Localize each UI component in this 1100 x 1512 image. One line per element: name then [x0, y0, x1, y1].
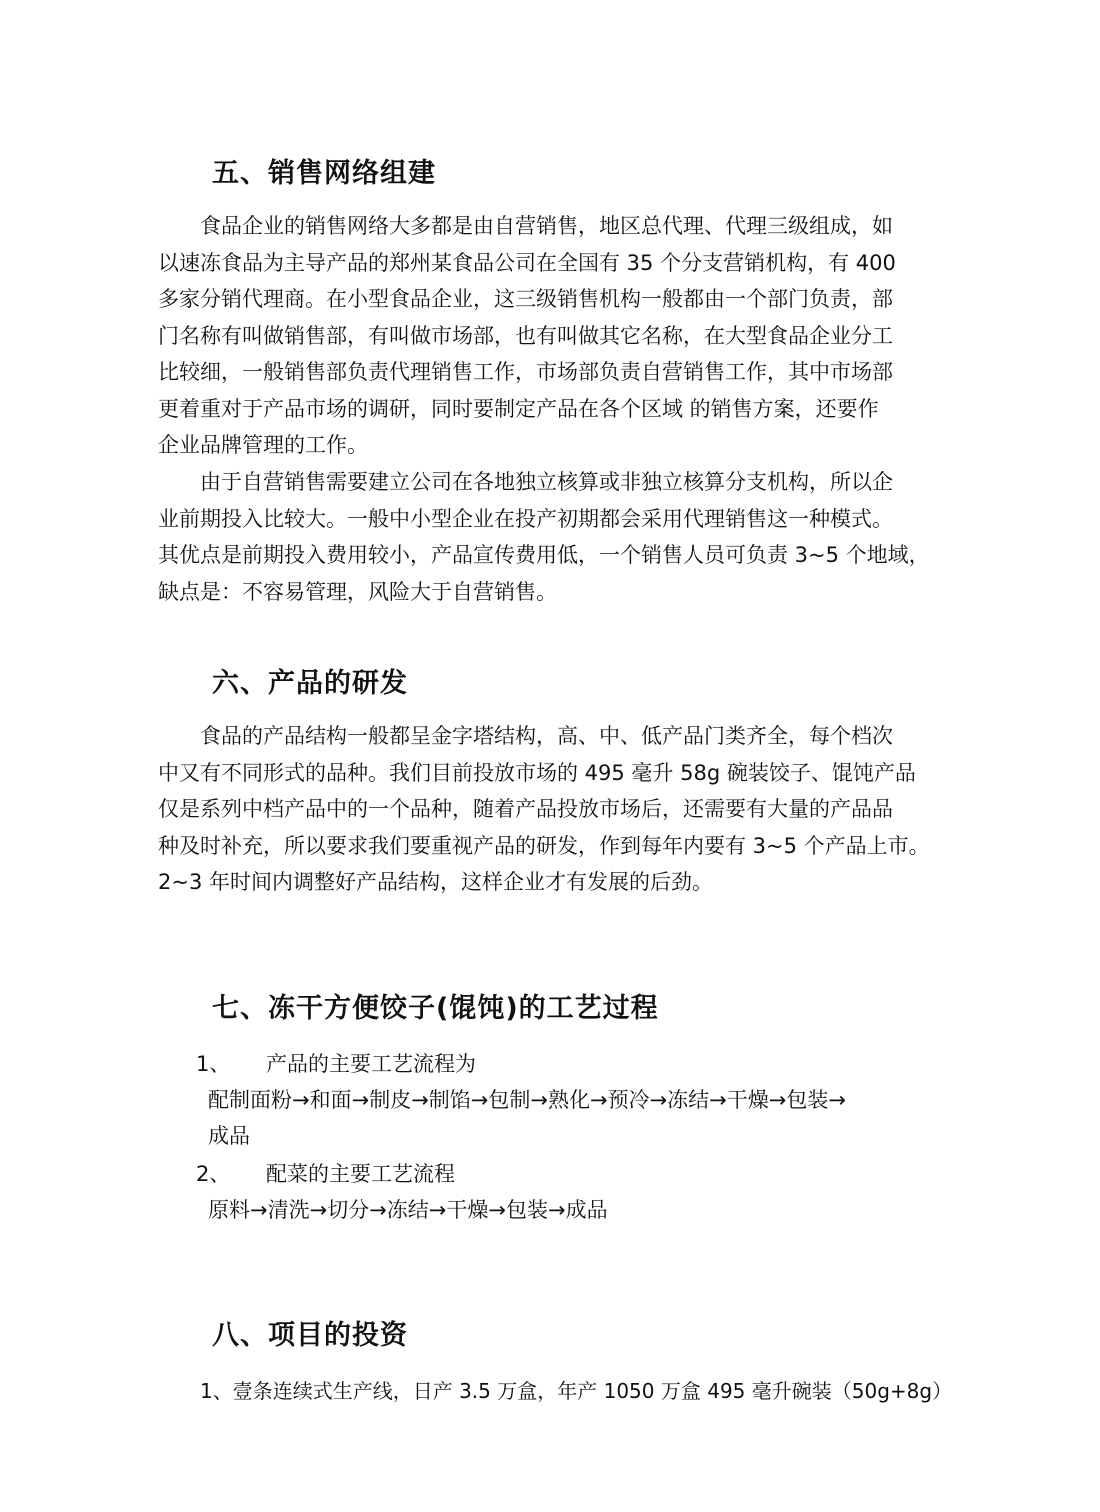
text-line: 门名称有叫做销售部，有叫做市场部，也有叫做其它名称，在大型食品企业分工: [158, 323, 893, 348]
list-number: 2、: [196, 1162, 231, 1186]
text-line: 多家分销代理商。在小型食品企业，这三级销售机构一般都由一个部门负责，部: [158, 287, 893, 311]
section-heading-8: 八、项目的投资: [212, 1320, 408, 1351]
list-item-title: 产品的主要工艺流程为: [266, 1052, 476, 1076]
process-flow-main: [208, 1082, 948, 1154]
list-item-title: 配菜的主要工艺流程: [266, 1162, 455, 1186]
text-line: 比较细，一般销售部负责代理销售工作，市场部负责自营销售工作，其中市场部: [158, 360, 893, 384]
flow-line: 成品: [208, 1124, 250, 1148]
flow-line: 原料→清洗→切分→冻结→干燥→包装→成品: [208, 1198, 608, 1222]
list-number: 1、: [196, 1052, 231, 1076]
text-line: 缺点是：不容易管理，风险大于自营销售。: [158, 579, 557, 604]
text-line: 2~3 年时间内调整好产品结构，这样企业才有发展的后劲。: [158, 870, 713, 894]
section-heading-6: 六、产品的研发: [212, 668, 408, 699]
paragraph-sales-network-2: [158, 464, 940, 610]
text-line: 中又有不同形式的品种。我们目前投放市场的 495 毫升 58g 碗装饺子、馄饨产品: [158, 760, 916, 785]
text-line: 其优点是前期投入费用较小，产品宣传费用低，一个销售人员可负责 3~5 个地域，: [158, 543, 930, 567]
flow-line: 配制面粉→和面→制皮→制馅→包制→熟化→预冷→冻结→干燥→包装→: [208, 1088, 846, 1112]
text-line: 仅是系列中档产品中的一个品种，随着产品投放市场后，还需要有大量的产品品: [158, 797, 893, 821]
text-line: 食品企业的销售网络大多都是由自营销售，地区总代理、代理三级组成，如: [200, 214, 893, 238]
text-line: 更着重对于产品市场的调研，同时要制定产品在各个区域 的销售方案，还要作: [158, 396, 879, 421]
paragraph-sales-network-1: [158, 208, 940, 464]
text-line: 食品的产品结构一般都呈金字塔结构，高、中、低产品门类齐全，每个档次: [200, 724, 893, 748]
text-line: 种及时补充，所以要求我们要重视产品的研发，作到每年内要有 3~5 个产品上市。: [158, 833, 930, 858]
process-flow-side-dish: [208, 1192, 948, 1228]
paragraph-product-rd: [158, 718, 940, 901]
text-line: 业前期投入比较大。一般中小型企业在投产初期都会采用代理销售这一种模式。: [158, 506, 893, 531]
section-heading-5: 五、销售网络组建: [212, 158, 436, 189]
text-line: 以速冻食品为主导产品的郑州某食品公司在全国有 35 个分支营销机构，有 400: [158, 250, 896, 275]
text-line: 由于自营销售需要建立公司在各地独立核算或非独立核算分支机构，所以企: [200, 470, 893, 494]
text-line: 企业品牌管理的工作。: [158, 433, 368, 457]
section-heading-7: 七、冻干方便饺子(馄饨)的工艺过程: [212, 993, 659, 1024]
investment-line: 1、壹条连续式生产线，日产 3.5 万盒，年产 1050 万盒 495 毫升碗装（50g+8g）: [200, 1379, 953, 1403]
